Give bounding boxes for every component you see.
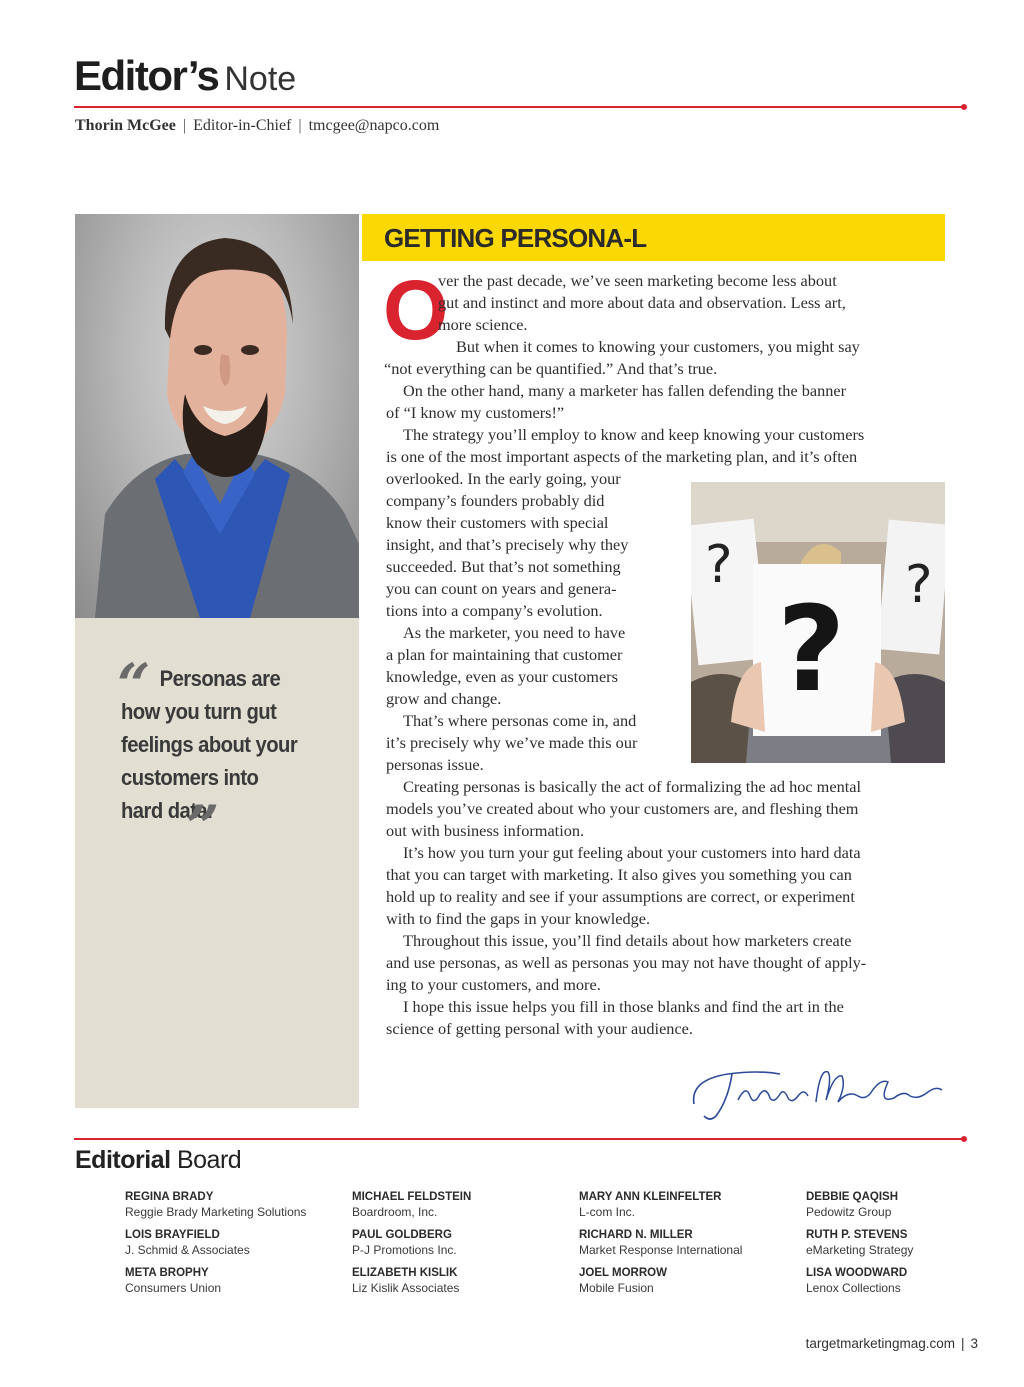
article-line: company’s founders probably did [386,491,605,510]
open-quote-mark: “ [117,651,151,719]
board-column [579,1190,742,1304]
page-number: 3 [970,1336,978,1351]
footer-site[interactable]: targetmarketingmag.com [805,1336,955,1351]
article-line: more science. [438,315,528,334]
article-line: out with business information. [386,821,585,840]
article-line: tions into a company’s evolution. [386,601,603,620]
article-line: you can count on years and genera- [386,579,617,598]
page-footer: targetmarketingmag.com | 3 [805,1336,978,1351]
article-line: know their customers with special [386,513,609,532]
board-member: MARY ANN KLEINFELTER L-com Inc. [579,1191,722,1219]
svg-text:?: ? [905,555,933,615]
article-line: gut and instinct and more about data and observation. Less art, [438,293,846,312]
board-title: Editorial Board [75,1146,242,1174]
article-line: that you can target with marketing. It also gives you something you can [386,865,852,884]
board-member: DEBBIE QAQISH Pedowitz Group [806,1191,899,1219]
board-column [352,1190,471,1304]
article-line: insight, and that’s precisely why they [386,535,629,554]
article-line: science of getting personal with your audience. [386,1019,693,1038]
article-line: Throughout this issue, you’ll find details about how marketers create [403,931,852,950]
author-role: Editor-in-Chief [193,117,292,134]
article-line: That’s where personas come in, and [403,711,637,730]
article-line: is one of the most important aspects of the marketing plan, and it’s often [386,447,858,466]
article-lines-full [386,336,864,468]
page-title-light: Note [224,60,297,98]
article-line: grow and change. [386,689,502,708]
article-line: As the marketer, you need to have [403,623,626,642]
drop-cap: O [383,263,449,357]
page-title [74,52,296,100]
article-line: of “I know my customers!” [386,403,565,422]
board-member: PAUL GOLDBERG P-J Promotions Inc. [352,1229,457,1257]
signature [688,1060,946,1124]
article-line: The strategy you’ll employ to know and keep knowing your customers [403,425,865,444]
article-line: But when it comes to knowing your customers, you might say [456,337,860,356]
article-line: Creating personas is basically the act of formalizing the ad hoc mental [403,777,861,796]
article-line: It’s how you turn your gut feeling about your customers into hard data [403,843,861,862]
article-line: models you’ve created about who your customers are, and fleshing them [386,799,859,818]
board-member: LISA WOODWARD Lenox Collections [806,1267,908,1295]
board-member: ELIZABETH KISLIK Liz Kislik Associates [352,1267,460,1295]
article-line: a plan for maintaining that customer [386,645,623,664]
article-line: and use personas, as well as personas you may not have thought of apply- [386,953,867,972]
article-lines-narrow [386,468,637,776]
article-title: GETTING PERSONA-L [384,223,647,253]
board-member: META BROPHY Consumers Union [125,1267,222,1295]
page-title-bold: Editor’s [74,52,219,99]
article-title-banner [362,214,945,261]
article-line: I hope this issue helps you fill in those blanks and find the art in the [403,997,844,1016]
article-photo-question-marks [691,482,945,763]
article-line: ing to your customers, and more. [386,975,601,994]
article-lines-bottom [386,776,866,1040]
article-line: it’s precisely why we’ve made this our [386,733,638,752]
board-member: RICHARD N. MILLER Market Response International [579,1229,743,1257]
article-line: succeeded. But that’s not something [386,557,621,576]
board-member: LOIS BRAYFIELD J. Schmid & Associates [125,1229,250,1257]
pull-quote: Personas are how you turn gut feelings about your customers into hard data. [121,666,298,823]
board-rule [74,1138,964,1140]
article-line: On the other hand, many a marketer has fallen defending the banner [403,381,847,400]
board-member: REGINA BRADY Reggie Brady Marketing Solutions [125,1191,307,1219]
article-lines-top [438,270,846,336]
article-line: with to find the gaps in your knowledge. [386,909,651,928]
close-quote-mark: ” [186,793,220,861]
article-line: knowledge, even as your customers [386,667,618,686]
article-line: “not everything can be quantified.” And that’s true. [384,359,718,378]
header-rule [74,106,964,108]
author-email[interactable]: tmcgee@napco.com [308,117,440,134]
byline: Thorin McGee | Editor-in-Chief | tmcgee@napco.com [75,117,440,134]
article-line: personas issue. [386,755,484,774]
svg-text:?: ? [777,580,846,718]
author-name: Thorin McGee [75,117,176,134]
board-member: JOEL MORROW Mobile Fusion [579,1267,667,1295]
board-member: RUTH P. STEVENS eMarketing Strategy [806,1229,914,1257]
author-photo [75,214,359,618]
svg-text:?: ? [705,535,733,595]
article-line: hold up to reality and see if your assumptions are correct, or experiment [386,887,855,906]
board-column [125,1190,306,1304]
board-member: MICHAEL FELDSTEIN Boardroom, Inc. [352,1191,472,1219]
board-column [806,1190,913,1304]
article-line: overlooked. In the early going, your [386,469,621,488]
article-line: ver the past decade, we’ve seen marketing become less about [438,271,837,290]
